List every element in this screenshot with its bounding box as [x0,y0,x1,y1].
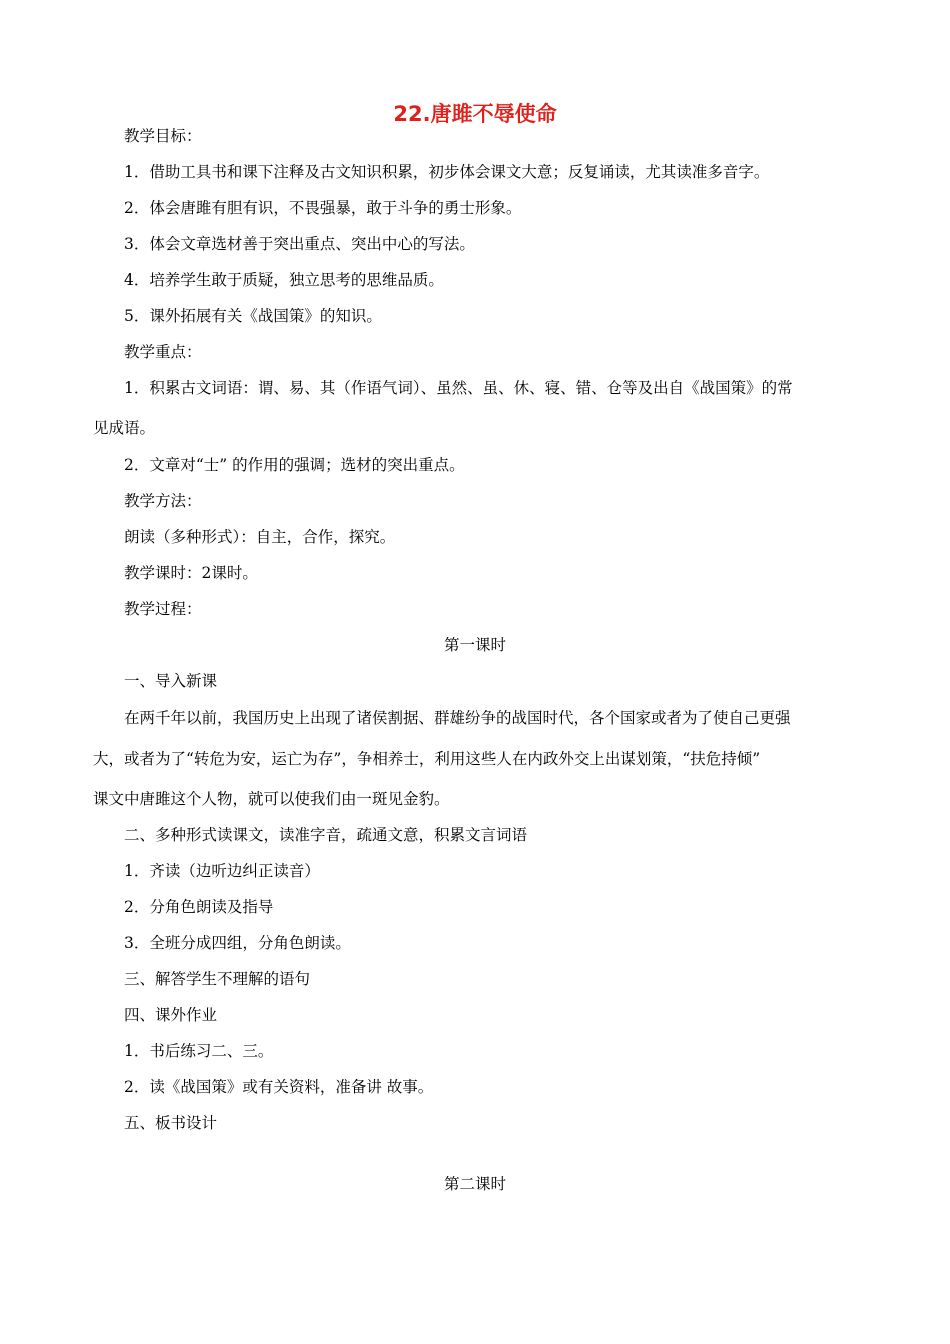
key-point-1-cont: 见成语。 [93,419,156,437]
section-intro: 一、导入新课 [124,672,218,690]
objective-2: 2．体会唐雎有胆有识，不畏强暴，敢于斗争的勇士形象。 [124,199,522,217]
reading-step-2: 2．分角色朗读及指导 [124,898,274,916]
objective-4: 4．培养学生敢于质疑，独立思考的思维品质。 [124,271,444,289]
page-title: 22.唐雎不辱使命 [393,102,557,126]
heading-key-points: 教学重点： [124,343,202,361]
homework-1: 1．书后练习二、三。 [124,1042,274,1060]
reading-step-1: 1．齐读（边听边纠正读音） [124,862,320,880]
section-board-design: 五、板书设计 [124,1114,218,1132]
objective-3: 3．体会文章选材善于突出重点、突出中心的写法。 [124,235,475,253]
methods-text: 朗读（多种形式）：自主，合作，探究。 [124,528,396,546]
objective-5: 5．课外拓展有关《战国策》的知识。 [124,307,382,325]
intro-para-line-2: 大，或者为了“转危为安，运亡为存”，争相养士，利用这些人在内政外交上出谋划策，“扶危持倾” [93,750,761,768]
homework-2: 2．读《战国策》或有关资料，准备讲 故事。 [124,1078,434,1096]
key-point-2: 2．文章对“士” 的作用的强调；选材的突出重点。 [124,456,465,474]
key-point-1: 1．积累古文词语：谓、易、其（作语气词）、虽然、虽、休、寝、错、仓等及出自《战国策》的常 [124,379,793,397]
objective-1: 1．借助工具书和课下注释及古文知识积累，初步体会课文大意；反复诵读，尤其读准多音字。 [124,163,770,181]
section-homework: 四、课外作业 [124,1006,218,1024]
section-reading: 二、多种形式读课文，读准字音，疏通文意，积累文言词语 [124,826,528,844]
intro-para-line-3: 课文中唐雎这个人物，就可以使我们由一斑见金豹。 [93,790,450,808]
reading-step-3: 3．全班分成四组，分角色朗读。 [124,934,351,952]
heading-methods: 教学方法： [124,492,202,510]
lesson-1-heading: 第一课时 [443,636,506,654]
lesson-2-heading: 第二课时 [443,1175,506,1193]
heading-objectives: 教学目标： [124,127,202,145]
intro-para-line-1: 在两千年以前，我国历史上出现了诸侯割据、群雄纷争的战国时代，各个国家或者为了使自己更强 [124,709,791,727]
heading-process: 教学过程： [124,600,202,618]
section-questions: 三、解答学生不理解的语句 [124,970,311,988]
class-hours: 教学课时：2课时。 [124,564,258,582]
